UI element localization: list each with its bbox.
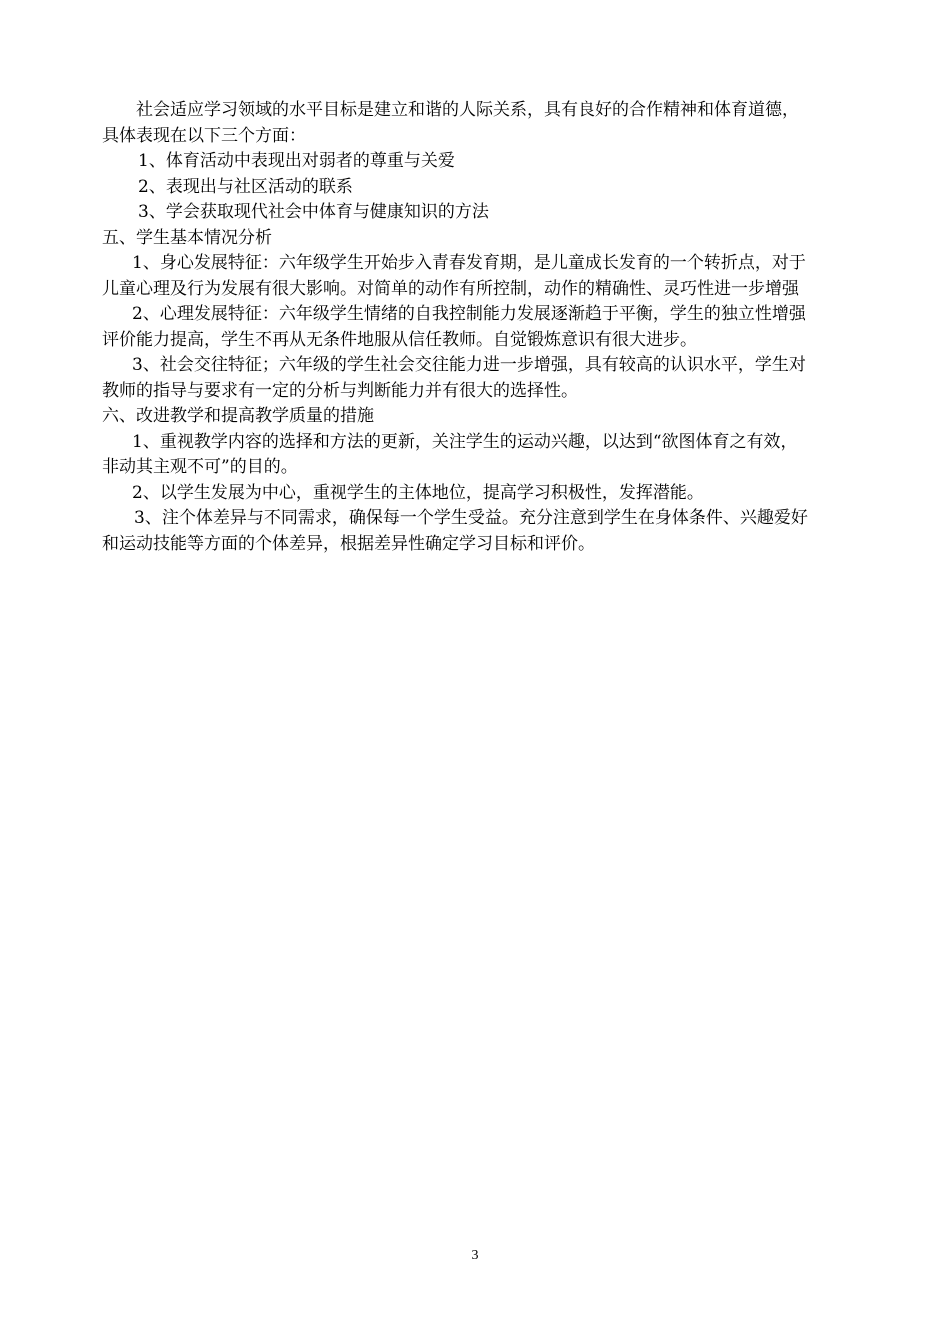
paragraph-line: 社会适应学习领域的水平目标是建立和谐的人际关系，具有良好的合作精神和体育道德， [136,100,799,120]
document-body [102,98,872,557]
paragraph-line: 具体表现在以下三个方面： [102,125,306,146]
measure-item-line: 2、以学生发展为中心，重视学生的主体地位，提高学习积极性，发挥潜能。 [132,482,704,503]
measure-item-line: 非动其主观不可”的目的。 [102,457,298,477]
analysis-item-line: 教师的指导与要求有一定的分析与判断能力并有很大的选择性。 [102,380,578,401]
analysis-item-line: 3、社会交往特征；六年级的学生社会交往能力进一步增强，具有较高的认识水平，学生对 [132,355,806,375]
measure-item-line: 1、重视教学内容的选择和方法的更新，关注学生的运动兴趣，以达到“欲图体育之有效， [132,431,798,452]
analysis-item-line: 2、心理发展特征：六年级学生情绪的自我控制能力发展逐渐趋于平衡，学生的独立性增强 [132,304,806,324]
goal-item: 3、学会获取现代社会中体育与健康知识的方法 [138,202,489,222]
section-heading: 五、学生基本情况分析 [102,227,272,248]
measure-item-line: 和运动技能等方面的个体差异，根据差异性确定学习目标和评价。 [102,533,595,554]
goal-item: 1、体育活动中表现出对弱者的尊重与关爱 [138,151,455,171]
analysis-item-line: 1、身心发展特征：六年级学生开始步入青春发育期，是儿童成长发育的一个转折点，对于 [132,253,806,273]
goal-item: 2、表现出与社区活动的联系 [138,176,353,197]
section-heading: 六、改进教学和提高教学质量的措施 [102,406,374,426]
measure-item-line: 3、注个体差异与不同需求，确保每一个学生受益。充分注意到学生在身体条件、兴趣爱好 [134,508,808,528]
page-number: 3 [471,1248,479,1263]
analysis-item-line: 评价能力提高，学生不再从无条件地服从信任教师。自觉锻炼意识有很大进步。 [102,329,697,350]
analysis-item-line: 儿童心理及行为发展有很大影响。对简单的动作有所控制，动作的精确性、灵巧性进一步增强 [102,278,799,299]
